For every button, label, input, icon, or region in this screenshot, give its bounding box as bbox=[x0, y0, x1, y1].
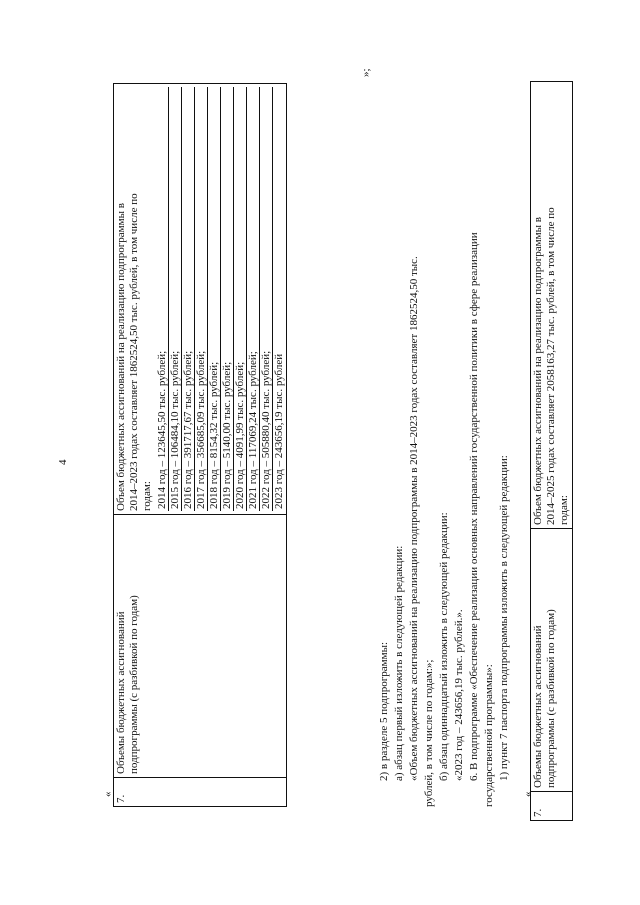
year-row bbox=[169, 87, 182, 511]
value-line: 2014–2025 годах составляет 2058163,27 тыс. рублей, в том числе по bbox=[545, 207, 557, 525]
year-value: 2017 год – 356685,09 тыс. рублей; bbox=[195, 87, 208, 511]
value-line: годам: bbox=[558, 495, 570, 525]
table-row bbox=[531, 82, 573, 821]
body-text-line: «2023 год – 243656,19 тыс. рублей.». bbox=[453, 609, 465, 781]
year-value: 2014 год – 123645,50 тыс. рублей; bbox=[156, 350, 168, 509]
label-line: подпрограммы (с разбивкой по годам) bbox=[128, 595, 140, 774]
value-cell bbox=[531, 82, 573, 529]
subprogram-funding-table-current bbox=[113, 83, 287, 807]
year-value: 2018 год – 8154,32 тыс. рублей; bbox=[208, 87, 221, 511]
year-value: 2015 год – 106484,10 тыс. рублей; bbox=[169, 87, 182, 511]
row-number-cell bbox=[114, 778, 287, 807]
year-row bbox=[156, 87, 169, 511]
row-number-cell bbox=[531, 792, 573, 821]
body-text-line: рублей, в том числе по годам:»; bbox=[423, 659, 435, 807]
row-number: 7. bbox=[532, 808, 544, 817]
value-line: Объем бюджетных ассигнований на реализацию подпрограммы в bbox=[115, 203, 127, 511]
label-line: Объемы бюджетных ассигнований bbox=[115, 611, 127, 774]
closing-quote-mark: »; bbox=[360, 68, 372, 77]
label-line: подпрограммы (с разбивкой по годам) bbox=[545, 609, 557, 788]
value-line: Объем бюджетных ассигнований на реализацию подпрограммы в bbox=[532, 217, 544, 525]
year-row bbox=[247, 87, 260, 511]
body-text-line: а) абзац первый изложить в следующей редакции: bbox=[393, 545, 405, 781]
year-row bbox=[208, 87, 221, 511]
year-value: 2021 год – 117069,24 тыс. рублей; bbox=[247, 87, 260, 511]
value-line: годам: bbox=[141, 481, 153, 511]
table-row bbox=[114, 84, 287, 807]
body-text-line: 6. В подпрограмме «Обеспечение реализации основных направлений государственной политики в сфере реализации bbox=[468, 232, 480, 781]
opening-quote-mark: « bbox=[102, 791, 114, 797]
label-cell bbox=[531, 529, 573, 792]
year-row bbox=[182, 87, 195, 511]
year-row bbox=[260, 87, 273, 511]
row-number: 7. bbox=[115, 794, 127, 803]
year-row bbox=[195, 87, 208, 511]
year-value: 2016 год – 391717,67 тыс. рублей; bbox=[182, 87, 195, 511]
body-text-line: 1) пункт 7 паспорта подпрограммы изложить в следующей редакции: bbox=[498, 455, 510, 781]
year-value: 2019 год – 5140,00 тыс. рублей; bbox=[221, 87, 234, 511]
label-line: Объемы бюджетных ассигнований bbox=[532, 625, 544, 788]
body-text-line: б) абзац одиннадцатый изложить в следующей редакции: bbox=[438, 512, 450, 781]
year-value: 2020 год – 4091,99 тыс. рублей; bbox=[234, 87, 247, 511]
body-text-line: «Объем бюджетных ассигнований на реализацию подпрограммы в 2014–2023 годах составляет 1862524,50 тыс. bbox=[408, 256, 420, 781]
year-value: 2022 год – 505880,40 тыс. рублей; bbox=[260, 87, 273, 511]
value-cell bbox=[114, 84, 287, 515]
yearly-breakdown bbox=[156, 87, 285, 511]
year-row bbox=[234, 87, 247, 511]
label-cell bbox=[114, 515, 287, 778]
year-value: 2023 год – 243656,19 тыс. рублей bbox=[273, 87, 286, 511]
opening-quote-mark: « bbox=[522, 791, 534, 797]
year-row bbox=[273, 87, 286, 511]
subprogram-funding-table-new bbox=[530, 81, 573, 821]
year-row bbox=[221, 87, 234, 511]
body-text-line: 2) в разделе 5 подпрограммы: bbox=[378, 641, 390, 781]
page-number: 4 bbox=[57, 459, 69, 465]
body-text-line: государственной программы»: bbox=[483, 664, 495, 807]
value-line: 2014–2023 годах составляет 1862524,50 тыс. рублей, в том числе по bbox=[128, 193, 140, 511]
